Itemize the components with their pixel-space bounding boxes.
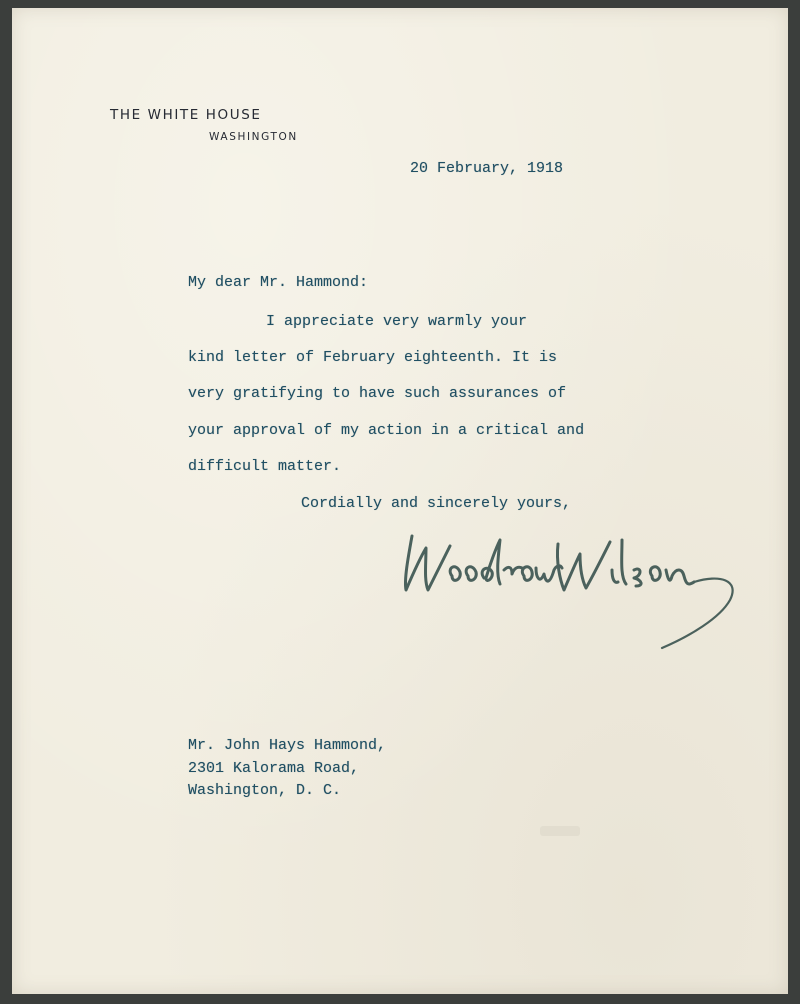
faint-stamp-mark [540, 826, 580, 836]
body-line: kind letter of February eighteenth. It is [188, 349, 558, 366]
salutation: My dear Mr. Hammond: [188, 274, 369, 291]
closing: Cordially and sincerely yours, [301, 495, 572, 512]
body-line: I appreciate very warmly your [266, 313, 528, 330]
body-line: difficult matter. [188, 458, 342, 475]
body-line: very gratifying to have such assurances of [188, 385, 567, 402]
recipient-name: Mr. John Hays Hammond, [188, 737, 387, 754]
letter-date: 20 February, 1918 [410, 160, 564, 177]
recipient-city: Washington, D. C. [188, 782, 342, 799]
signature [390, 518, 760, 658]
letterhead-title: THE WHITE HOUSE [110, 107, 262, 123]
body-line: your approval of my action in a critical and [188, 422, 585, 439]
recipient-street: 2301 Kalorama Road, [188, 760, 360, 777]
letter-page [12, 8, 788, 994]
letterhead-subtitle: WASHINGTON [209, 131, 298, 143]
